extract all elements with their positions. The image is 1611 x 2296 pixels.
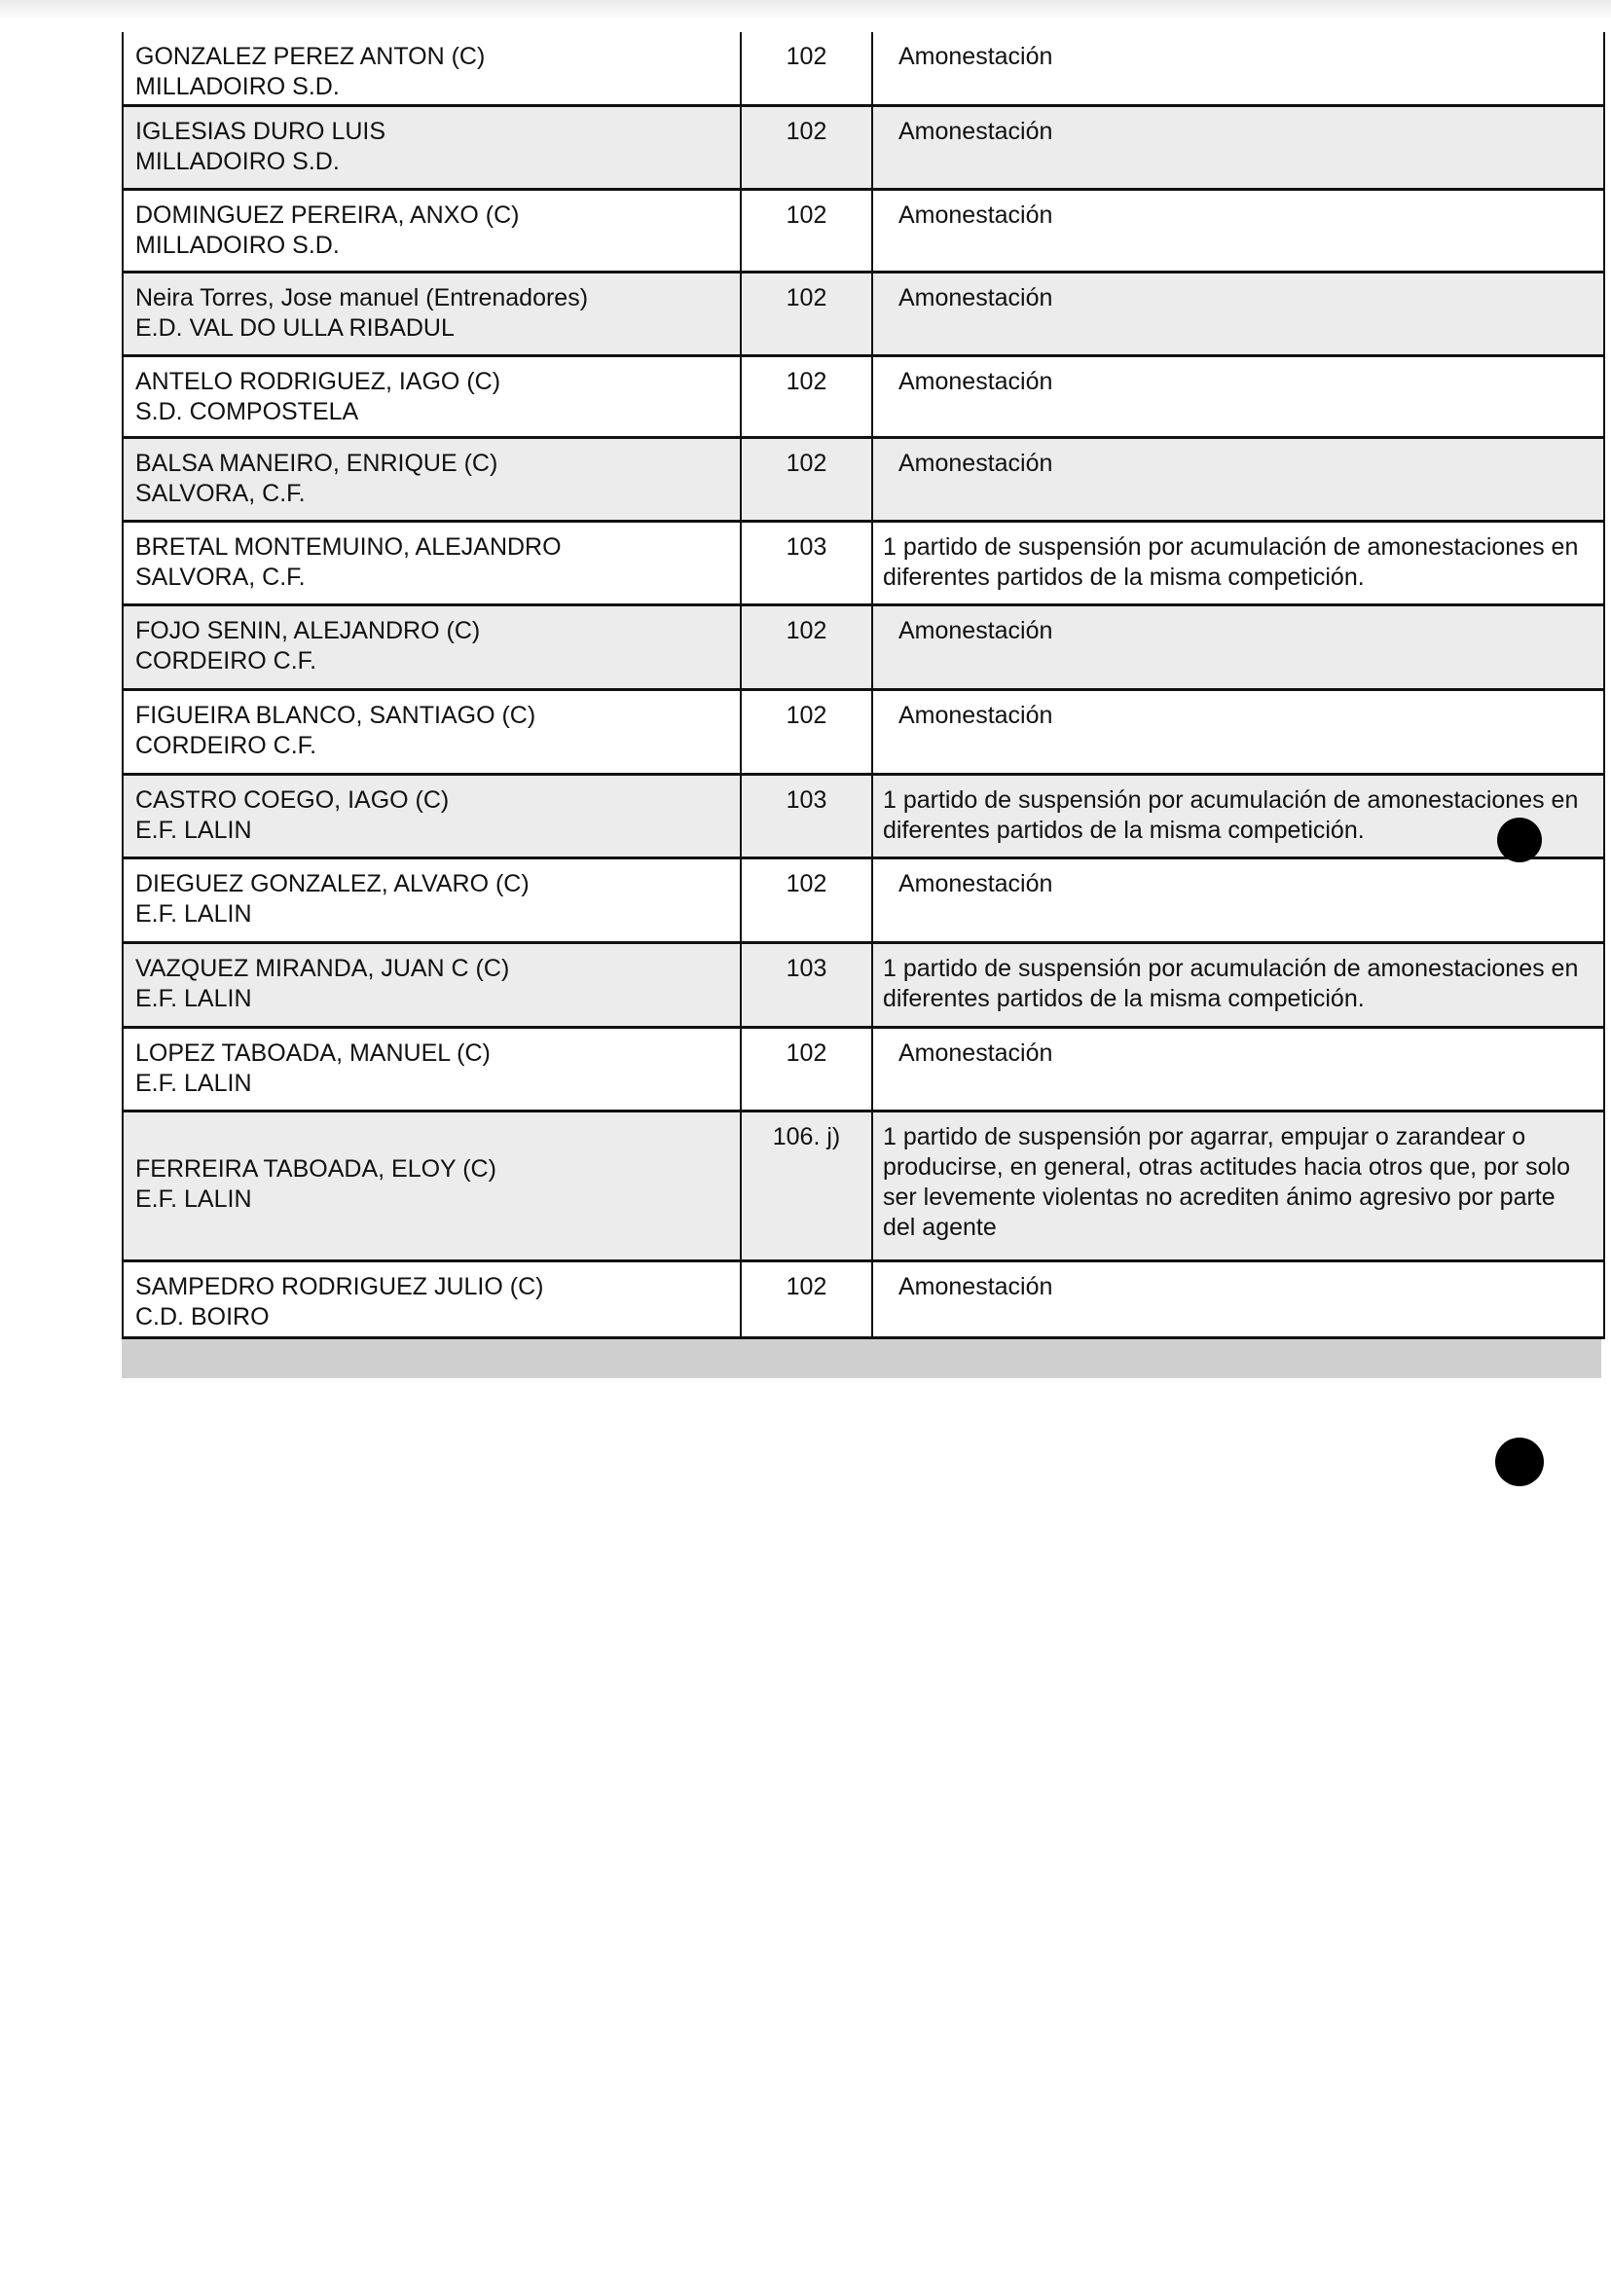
sanction-cell: Amonestación [898,43,1053,70]
club-name: E.F. LALIN [135,1184,252,1213]
table-row [124,273,1603,357]
player-cell [124,32,742,104]
sanction-cell: Amonestación [898,118,1053,145]
table-row [124,1112,1603,1262]
sanction-cell: Amonestación [898,201,1053,229]
player-cell [124,107,742,188]
sanction-cell: 1 partido de suspensión por acumulación de amonestaciones en diferentes partidos de la misma competición. [883,786,1579,844]
player-cell [124,1262,742,1336]
player-name: SAMPEDRO RODRIGUEZ JULIO (C) [135,1273,544,1300]
player-name: Neira Torres, Jose manuel (Entrenadores) [135,284,589,311]
club-name: S.D. COMPOSTELA [135,398,359,425]
sanction-cell: Amonestación [898,450,1053,477]
club-name: MILLADOIRO S.D. [135,232,340,259]
article-cell: 102 [742,691,873,773]
player-cell [124,439,742,520]
player-name: CASTRO COEGO, IAGO (C) [135,786,450,814]
player-cell [124,273,742,354]
player-cell [124,523,742,603]
player-name: FERREIRA TABOADA, ELOY (C) [135,1154,496,1183]
table-row [124,191,1603,273]
article-cell: 102 [742,357,873,436]
club-name: SALVORA, C.F. [135,564,306,591]
club-name: E.F. LALIN [135,900,252,928]
table-row [124,357,1603,439]
punch-hole-mark [1497,818,1542,862]
article-cell: 106. j) [742,1112,873,1259]
article-cell: 103 [742,776,873,856]
player-cell [124,1112,742,1259]
player-name: GONZALEZ PEREZ ANTON (C) [135,43,486,70]
sanction-cell: Amonestación [898,702,1053,729]
club-name: CORDEIRO C.F. [135,732,317,759]
club-name: C.D. BOIRO [135,1303,270,1330]
table-row [124,439,1603,523]
sanction-cell: Amonestación [898,1039,1053,1067]
club-name: E.F. LALIN [135,1070,252,1097]
sanction-cell: Amonestación [898,284,1053,311]
player-name: VAZQUEZ MIRANDA, JUAN C (C) [135,955,510,982]
player-name: DOMINGUEZ PEREIRA, ANXO (C) [135,201,520,229]
sanction-cell: Amonestación [898,617,1053,644]
article-cell: 102 [742,32,873,104]
table-row [124,523,1603,606]
sanction-cell: Amonestación [898,368,1053,395]
table-row [124,776,1603,859]
sanction-cell: 1 partido de suspensión por agarrar, empujar o zarandear o producirse, en general, otras actitudes hacia otros que, por solo ser levemente violentas no acrediten ánimo agresivo por parte del agente [883,1123,1570,1241]
club-name: E.F. LALIN [135,985,252,1012]
sanction-cell: 1 partido de suspensión por acumulación de amonestaciones en diferentes partidos de la misma competición. [883,955,1579,1012]
player-cell [124,859,742,941]
player-name: BRETAL MONTEMUINO, ALEJANDRO [135,533,562,561]
sanctions-table [122,32,1605,1339]
table-row [124,107,1603,191]
table-row [124,691,1603,776]
player-cell [124,191,742,271]
article-cell: 102 [742,439,873,520]
player-name: ANTELO RODRIGUEZ, IAGO (C) [135,368,501,395]
club-name: E.D. VAL DO ULLA RIBADUL [135,314,455,342]
table-row [124,606,1603,691]
player-cell [124,1029,742,1110]
table-row [124,1262,1603,1339]
club-name: MILLADOIRO S.D. [135,73,340,100]
player-cell [124,776,742,856]
sanction-cell: Amonestación [898,1273,1053,1300]
article-cell: 102 [742,1029,873,1110]
article-cell: 103 [742,944,873,1026]
sanction-cell: 1 partido de suspensión por acumulación de amonestaciones en diferentes partidos de la misma competición. [883,533,1579,591]
article-cell: 102 [742,273,873,354]
article-cell: 102 [742,107,873,188]
player-name: DIEGUEZ GONZALEZ, ALVARO (C) [135,870,530,897]
player-cell [124,944,742,1026]
club-name: CORDEIRO C.F. [135,647,317,674]
player-name: FIGUEIRA BLANCO, SANTIAGO (C) [135,702,536,729]
player-cell [124,691,742,773]
table-row [124,944,1603,1029]
punch-hole-mark [1495,1438,1544,1486]
player-name: BALSA MANEIRO, ENRIQUE (C) [135,450,498,477]
sanction-cell: Amonestación [898,870,1053,897]
player-name: IGLESIAS DURO LUIS [135,118,386,145]
player-cell [124,357,742,436]
article-cell: 103 [742,523,873,603]
club-name: MILLADOIRO S.D. [135,148,340,175]
club-name: E.F. LALIN [135,817,252,844]
article-cell: 102 [742,191,873,271]
table-row [124,859,1603,944]
table-footer-band [122,1339,1601,1378]
article-cell: 102 [742,859,873,941]
table-row [124,32,1603,107]
article-cell: 102 [742,606,873,688]
player-name: LOPEZ TABOADA, MANUEL (C) [135,1039,491,1067]
player-name: FOJO SENIN, ALEJANDRO (C) [135,617,481,644]
player-cell [124,606,742,688]
article-cell: 102 [742,1262,873,1336]
club-name: SALVORA, C.F. [135,480,306,507]
scan-edge [0,0,1611,19]
table-row [124,1029,1603,1112]
